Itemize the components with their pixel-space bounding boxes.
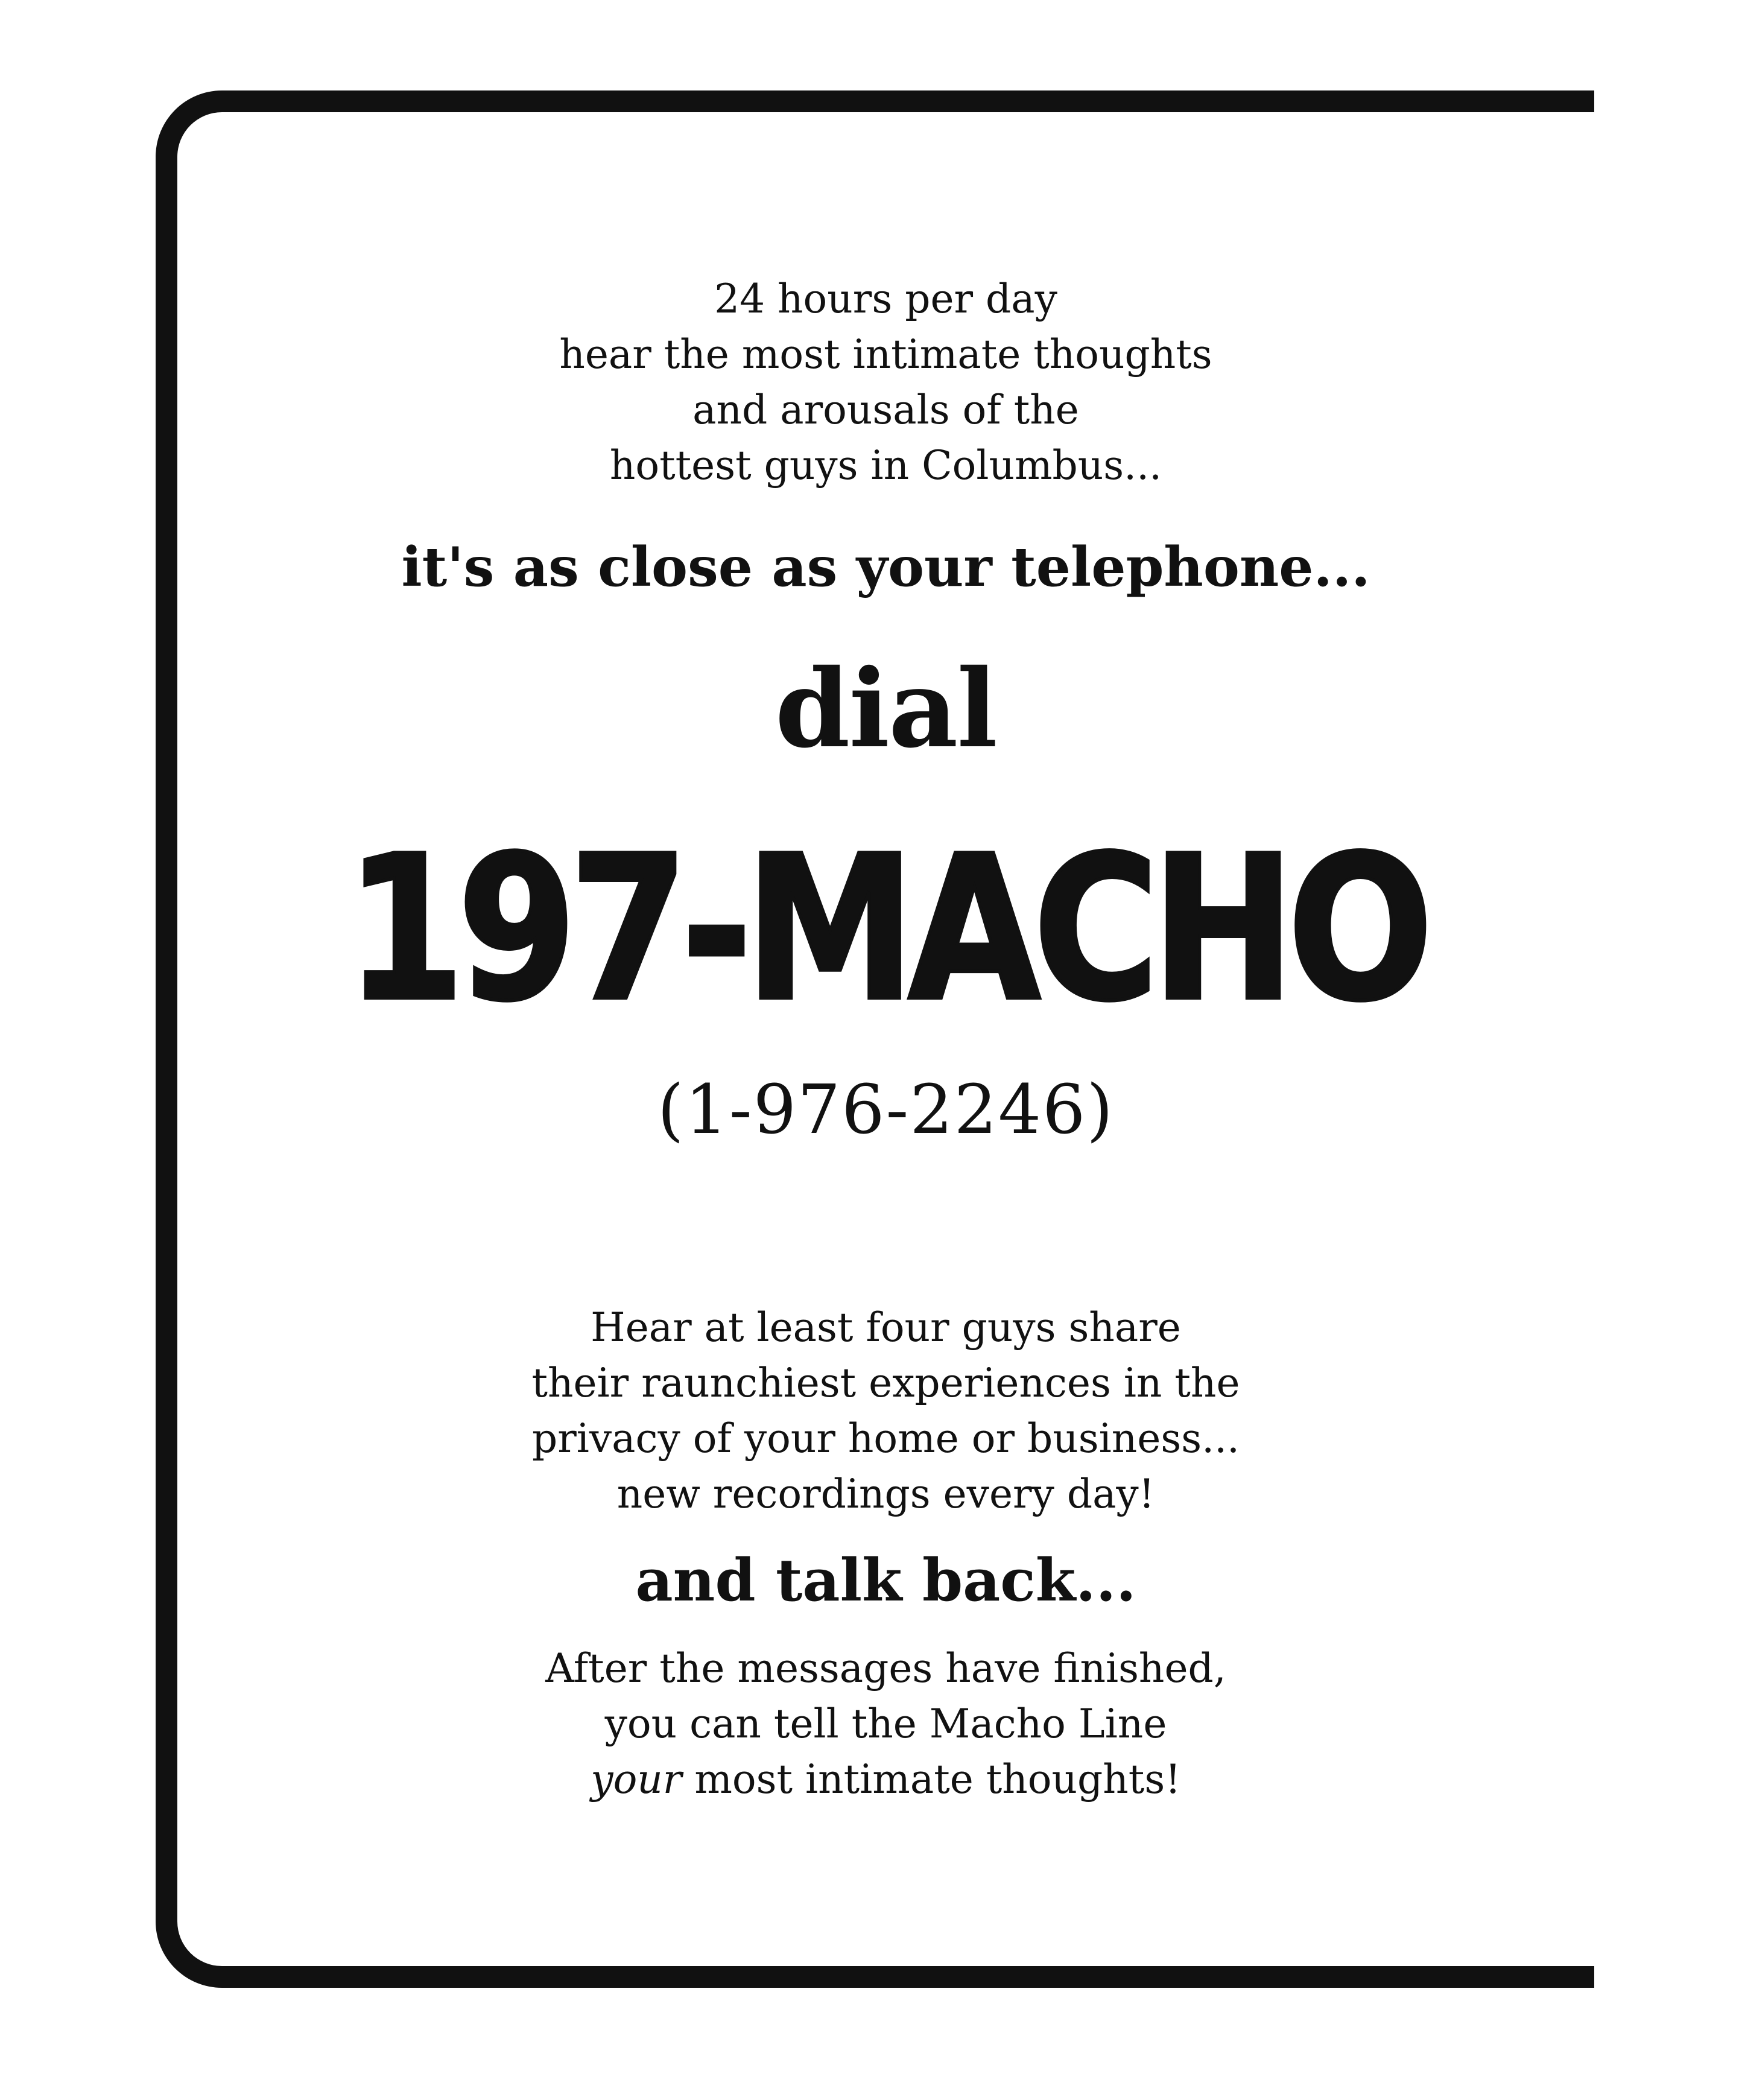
intro-line-2: hear the most intimate thoughts	[559, 331, 1212, 378]
body-text	[177, 1300, 1594, 1522]
intro-line-1: 24 hours per day	[714, 276, 1057, 322]
talk-back-heading: and talk back...	[635, 1546, 1136, 1614]
closing-text	[177, 1641, 1594, 1807]
body-line-3: privacy of your home or business...	[531, 1415, 1240, 1462]
dial-heading: dial	[774, 646, 997, 772]
body-line-4: new recordings every day!	[616, 1471, 1155, 1517]
body-line-1: Hear at least four guys share	[591, 1304, 1181, 1351]
closing-line-2: you can tell the Macho Line	[604, 1701, 1167, 1747]
phone-number-headline: 197-MACHO	[346, 813, 1426, 1045]
intro-text	[177, 271, 1594, 493]
closing-emphasis: your	[591, 1756, 682, 1803]
body-line-2: their raunchiest experiences in the	[531, 1360, 1240, 1406]
closing-line-3-rest: most intimate thoughts!	[682, 1756, 1181, 1803]
intro-line-4: hottest guys in Columbus...	[609, 442, 1162, 489]
phone-number-digits: (1-976-2246)	[657, 1071, 1115, 1149]
intro-line-3: and arousals of the	[692, 387, 1079, 433]
closing-line-3	[177, 1752, 1594, 1807]
tagline: it's as close as your telephone...	[401, 535, 1370, 599]
closing-line-1: After the messages have finished,	[545, 1645, 1226, 1692]
